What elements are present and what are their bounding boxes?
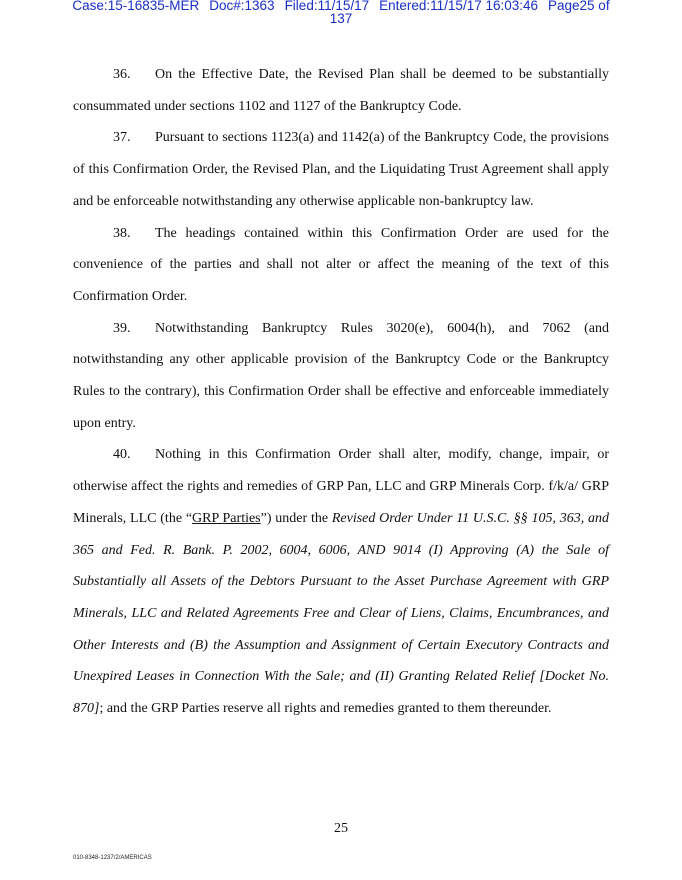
document-id: 010-8348-1237/2/AMERICAS [73, 855, 152, 861]
paragraph-text-under: ”) under the [260, 510, 332, 526]
paragraph-text-closing: ; and the GRP Parties reserve all rights and remedies granted to them thereunder. [99, 701, 552, 717]
court-filing-stamp [0, 0, 682, 25]
paragraph-36 [73, 59, 609, 122]
paragraph-number: 36. [113, 67, 131, 82]
entered-date: Entered:11/15/17 16:03:46 [379, 0, 539, 13]
case-number: Case:15-16835-MER [72, 0, 200, 13]
paragraph-38 [73, 218, 609, 313]
order-title-citation: Revised Order Under 11 U.S.C. §§ 105, 363, and 365 and Fed. R. Bank. P. 2002, 6004, 6006, AND 9014 (I) Approving (A) the Sale of Substantially all Assets of the Debtors Pursuant to the Asset Purchase Agreement with GRP Minerals, LLC and Related Agreements Free and Clear of Liens, Claims, Encumbrances, and Other Interests and (B) the Assumption and Assignment of Certain Executory Contracts and Unexpired Leases in Connection With the Sale; and (II) Granting Related Relief [Docket No. 870] [73, 510, 609, 717]
paragraph-number: 39. [113, 320, 131, 336]
total-pages: 137 [329, 10, 353, 26]
paragraph-text: Pursuant to sections 1123(a) and 1142(a) of the Bankruptcy Code, the provisions of this Confirmation Order, the Revised Plan, and the Liquidating Trust Agreement shall apply and be enforceable notwithstanding any otherwise applicable non-bankruptcy law. [73, 130, 609, 209]
paragraph-text: The headings contained within this Confirmation Order are used for the convenience of the parties and shall not alter or affect the meaning of the text of this Confirmation Order. [73, 225, 609, 304]
paragraph-number: 37. [113, 130, 131, 146]
paragraph-text-intro: Nothing in this Confirmation Order shall alter, modify, change, impair, or otherwise affect the rights and remedies of GRP Pan, LLC and GRP Minerals Corp. f/k/a/ GRP Minerals, LLC (the “ [73, 447, 609, 526]
document-body [73, 59, 609, 725]
doc-number: Doc#:1363 [209, 0, 275, 13]
paragraph-text: On the Effective Date, the Revised Plan shall be deemed to be substantially consummated under sections 1102 and 1127 of the Bankruptcy Code. [73, 67, 609, 114]
paragraph-39 [73, 313, 609, 440]
paragraph-37 [73, 122, 609, 217]
paragraph-text: Notwithstanding Bankruptcy Rules 3020(e), 6004(h), and 7062 (and notwithstanding any other applicable provision of the Bankruptcy Code or the Bankruptcy Rules to the contrary), this Confirmation Order shall be effective and enforceable immediately upon entry. [73, 320, 609, 431]
paragraph-40 [73, 439, 609, 724]
defined-term-grp-parties: GRP Parties [192, 510, 261, 526]
page-of: Page25 of [548, 0, 610, 13]
paragraph-number: 40. [113, 447, 131, 463]
page-number: 25 [334, 821, 348, 836]
filed-date: Filed:11/15/17 [284, 0, 370, 13]
paragraph-number: 38. [113, 225, 131, 241]
